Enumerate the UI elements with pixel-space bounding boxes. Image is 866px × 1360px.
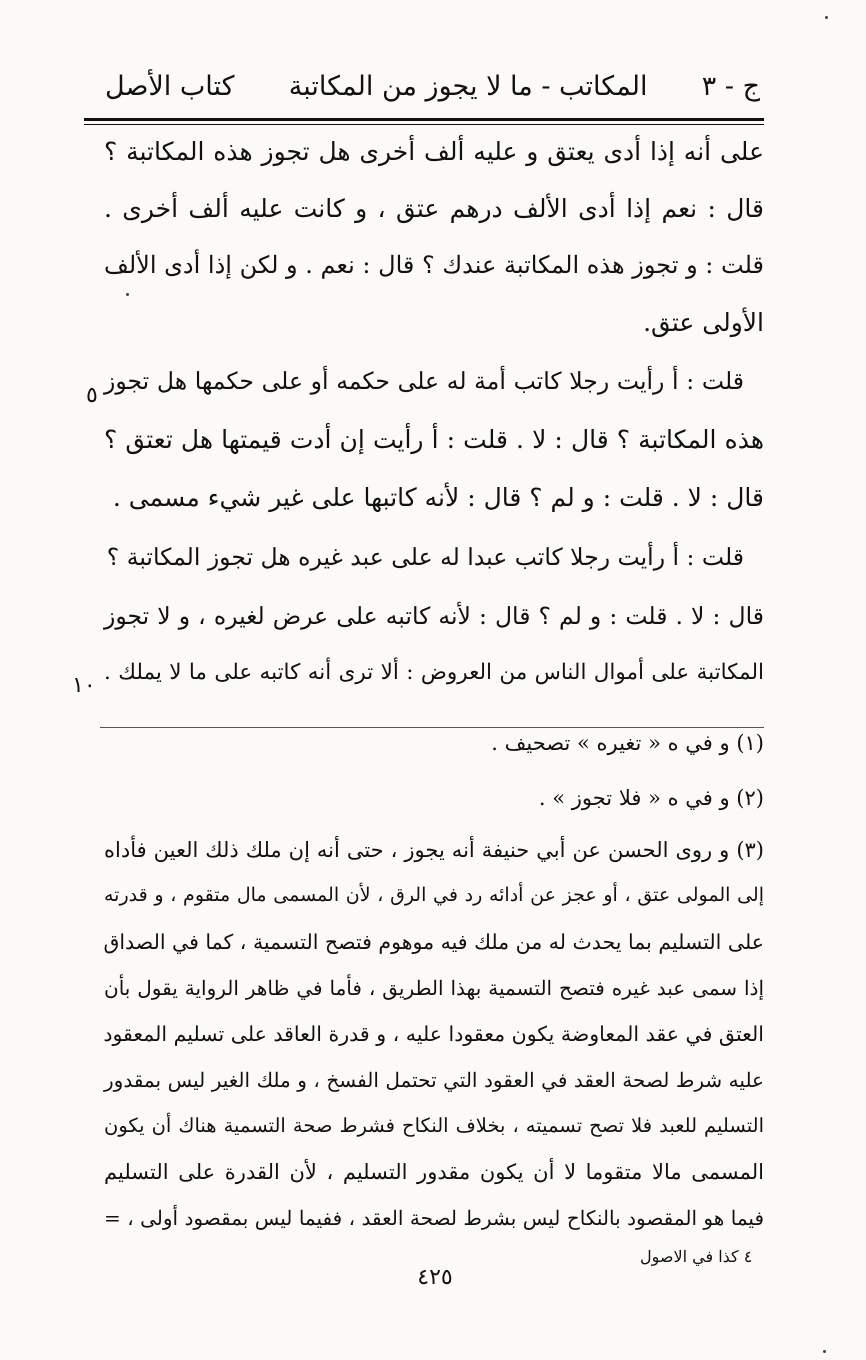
footnote-line: إلى المولى عتق ، أو عجز عن أدائه رد في الرق ، لأن المسمى مال متقوم ، و قدرته xyxy=(104,884,764,906)
footnote-line: فيما هو المقصود بالنكاح ليس بشرط لصحة العقد ، ففيما ليس بمقصود أولى ، = xyxy=(104,1206,764,1230)
text-line: قلت : و تجوز هذه المكاتبة عندك ؟ قال : نعم . و لكن إذا أدى الألف xyxy=(104,251,764,279)
page-number: ٤٢٥ xyxy=(417,1265,453,1290)
scan-speck xyxy=(823,1350,826,1353)
volume-label: ج - ٣ xyxy=(701,70,760,102)
footnote-line: (٣) و روى الحسن عن أبي حنيفة أنه يجوز ، حتى أنه إن ملك ذلك العين فأداه xyxy=(104,838,764,862)
book-title: كتاب الأصل xyxy=(105,70,235,102)
text-line: قلت : أ رأيت رجلا كاتب عبدا له على عبد غيره هل تجوز المكاتبة ؟ xyxy=(106,543,744,571)
footnote-line: المسمى مالا متقوما لا أن يكون مقدور التسليم ، لأن القدرة على التسليم xyxy=(104,1160,764,1184)
footnote-line: إذا سمى عبد غيره فتصح التسمية بهذا الطريق ، فأما في ظاهر الرواية يقول بأن xyxy=(104,976,765,1000)
footnote-line: (٢) و في ه « فلا تجوز » . xyxy=(538,786,764,810)
header-rule xyxy=(84,118,764,121)
text-line: الأولى عتق. xyxy=(643,308,764,337)
text-line: قال : لا . قلت : و لم ؟ قال : لأنه كاتبها على غير شيء مسمى . xyxy=(112,483,764,512)
text-line: قال : نعم إذا أدى الألف درهم عتق ، و كانت عليه ألف أخرى . xyxy=(104,194,764,223)
scan-speck xyxy=(825,16,828,19)
footnote-rule xyxy=(100,727,764,728)
header-rule-thin xyxy=(84,124,764,125)
chapter-title: المكاتب - ما لا يجوز من المكاتبة xyxy=(288,70,648,102)
scan-speck xyxy=(126,293,129,296)
text-line: المكاتبة على أموال الناس من العروض : ألا ترى أنه كاتبه على ما لا يملك . xyxy=(104,660,764,685)
line-number: ٥ xyxy=(86,383,98,408)
footnote-line: التسليم للعبد فلا تصح تسميته ، بخلاف النكاح فشرط صحة التسمية هناك أن يكون xyxy=(104,1114,764,1137)
text-line: قلت : أ رأيت رجلا كاتب أمة له على حكمه أو على حكمها هل تجوز xyxy=(104,367,744,395)
marginal-note: ٤ كذا في الاصول xyxy=(640,1247,753,1266)
footnote-line: على التسليم بما يحدث له من ملك فيه موهوم فتصح التسمية ، كما في الصداق xyxy=(103,930,764,954)
text-line: قال : لا . قلت : و لم ؟ قال : لأنه كاتبه على عرض لغيره ، و لا تجوز xyxy=(104,602,764,630)
footnote-line: (١) و في ه « تغيره » تصحيف . xyxy=(491,731,764,755)
footnote-line: عليه شرط لصحة العقد في العقود التي تحتمل الفسخ ، و ملك الغير ليس بمقدور xyxy=(104,1068,764,1092)
footnote-line: العتق في عقد المعاوضة يكون معقودا عليه ، و قدرة العاقد على تسليم المعقود xyxy=(103,1022,764,1046)
line-number: ١٠ xyxy=(72,673,96,698)
running-header xyxy=(105,64,760,108)
text-line: هذه المكاتبة ؟ قال : لا . قلت : أ رأيت إن أدت قيمتها هل تعتق ؟ xyxy=(104,425,764,454)
text-line: على أنه إذا أدى يعتق و عليه ألف أخرى هل تجوز هذه المكاتبة ؟ xyxy=(104,137,764,166)
